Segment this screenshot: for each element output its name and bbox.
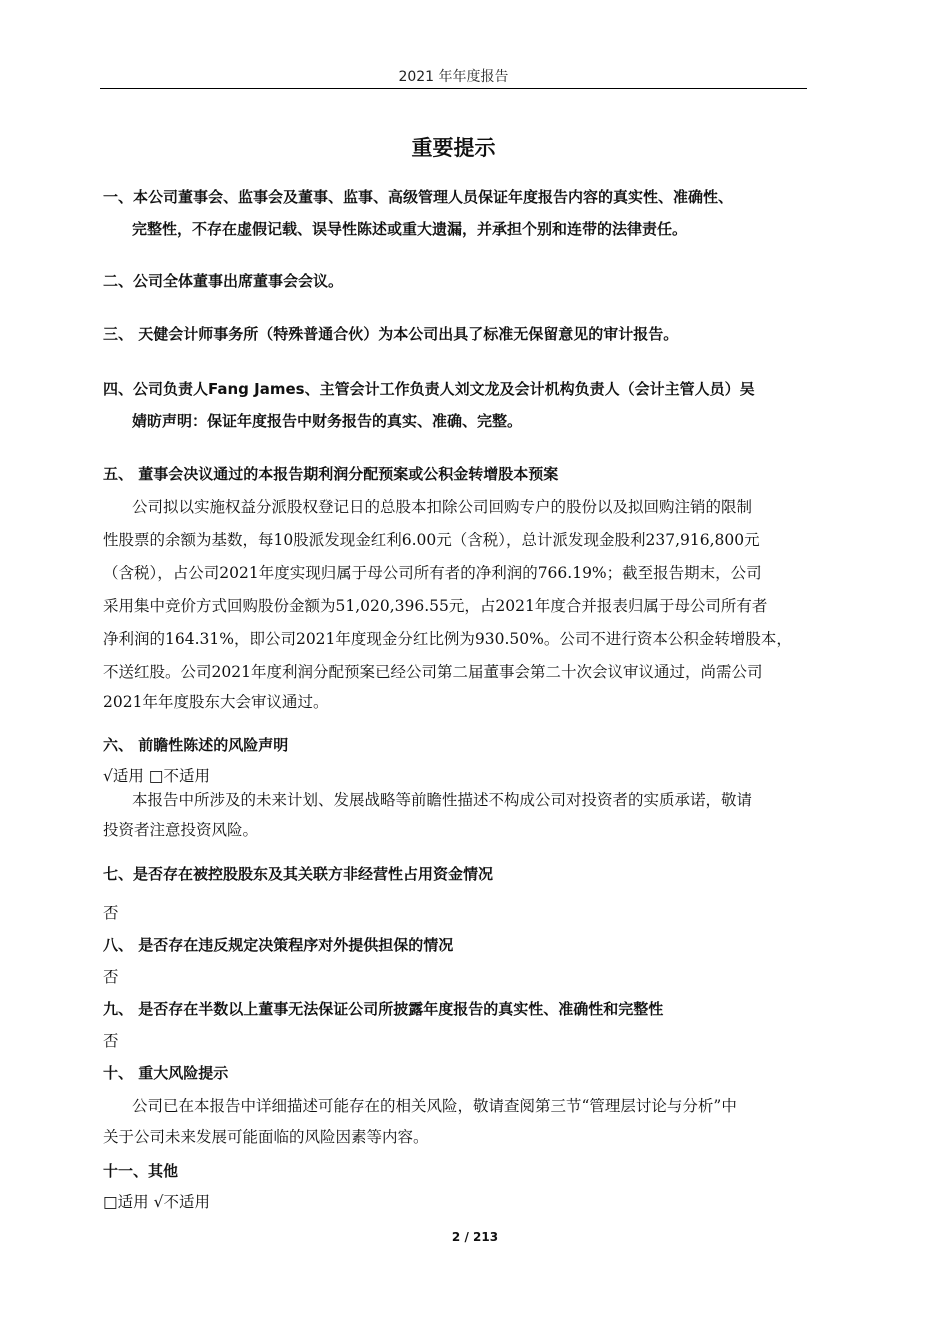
item-9-title: 九、 是否存在半数以上董事无法保证公司所披露年度报告的真实性、准确性和完整性 <box>103 1000 664 1018</box>
item-6-applicability: √适用 □不适用 <box>103 767 210 785</box>
item-10-title: 十、 重大风险提示 <box>103 1064 229 1082</box>
item-11-applicability: □适用 √不适用 <box>103 1193 210 1211</box>
item-2: 二、公司全体董事出席董事会会议。 <box>103 272 344 290</box>
item-9-answer: 否 <box>103 1032 119 1050</box>
item-10-para-line: 关于公司未来发展可能面临的风险因素等内容。 <box>103 1128 429 1146</box>
item-5-para-line: 不送红股。公司2021年度利润分配预案已经公司第二届董事会第二十次会议审议通过，尚需公司 <box>103 663 763 681</box>
item-7-answer: 否 <box>103 904 119 922</box>
item-5-para-line: 性股票的余额为基数，每10股派发现金红利6.00元（含税），总计派发现金股利237,916,800元 <box>103 531 760 549</box>
page-title: 重要提示 <box>411 136 496 160</box>
item-5-para-line: 采用集中竞价方式回购股份金额为51,020,396.55元，占2021年度合并报表归属于母公司所有者 <box>103 597 768 615</box>
item-10-para-line: 公司已在本报告中详细描述可能存在的相关风险，敬请查阅第三节“管理层讨论与分析”中 <box>132 1097 737 1115</box>
item-7-title: 七、是否存在被控股股东及其关联方非经营性占用资金情况 <box>103 865 494 883</box>
item-8-title: 八、 是否存在违反规定决策程序对外提供担保的情况 <box>103 936 454 954</box>
item-11-title: 十一、其他 <box>103 1162 179 1180</box>
page-number: 2 / 213 <box>451 1230 499 1244</box>
item-6-para-line: 本报告中所涉及的未来计划、发展战略等前瞻性描述不构成公司对投资者的实质承诺，敬请 <box>132 791 753 809</box>
item-5-para-line: （含税），占公司2021年度实现归属于母公司所有者的净利润的766.19%；截至报告期末，公司 <box>103 564 762 582</box>
item-6-title: 六、 前瞻性陈述的风险声明 <box>103 736 289 754</box>
running-header: 2021 年年度报告 <box>398 69 509 85</box>
item-1-line-2: 完整性，不存在虚假记载、误导性陈述或重大遗漏，并承担个别和连带的法律责任。 <box>132 220 688 238</box>
item-4-line-2: 婧昉声明：保证年度报告中财务报告的真实、准确、完整。 <box>132 412 523 430</box>
item-5-para-line: 公司拟以实施权益分派股权登记日的总股本扣除公司回购专户的股份以及拟回购注销的限制 <box>132 498 753 516</box>
item-5-para-line: 2021年年度股东大会审议通过。 <box>103 693 329 711</box>
header-rule <box>100 88 807 89</box>
item-1-line-1: 一、本公司董事会、监事会及董事、监事、高级管理人员保证年度报告内容的真实性、准确性、 <box>103 188 734 206</box>
item-5-para-line: 净利润的164.31%，即公司2021年度现金分红比例为930.50%。公司不进行资本公积金转增股本， <box>103 630 792 648</box>
item-6-para-line: 投资者注意投资风险。 <box>103 821 259 839</box>
item-5-title: 五、 董事会决议通过的本报告期利润分配预案或公积金转增股本预案 <box>103 465 559 483</box>
item-4-line-1: 四、公司负责人Fang James、主管会计工作负责人刘文龙及会计机构负责人（会计主管人员）吴 <box>103 380 755 398</box>
item-8-answer: 否 <box>103 968 119 986</box>
item-3: 三、 天健会计师事务所（特殊普通合伙）为本公司出具了标准无保留意见的审计报告。 <box>103 325 679 343</box>
